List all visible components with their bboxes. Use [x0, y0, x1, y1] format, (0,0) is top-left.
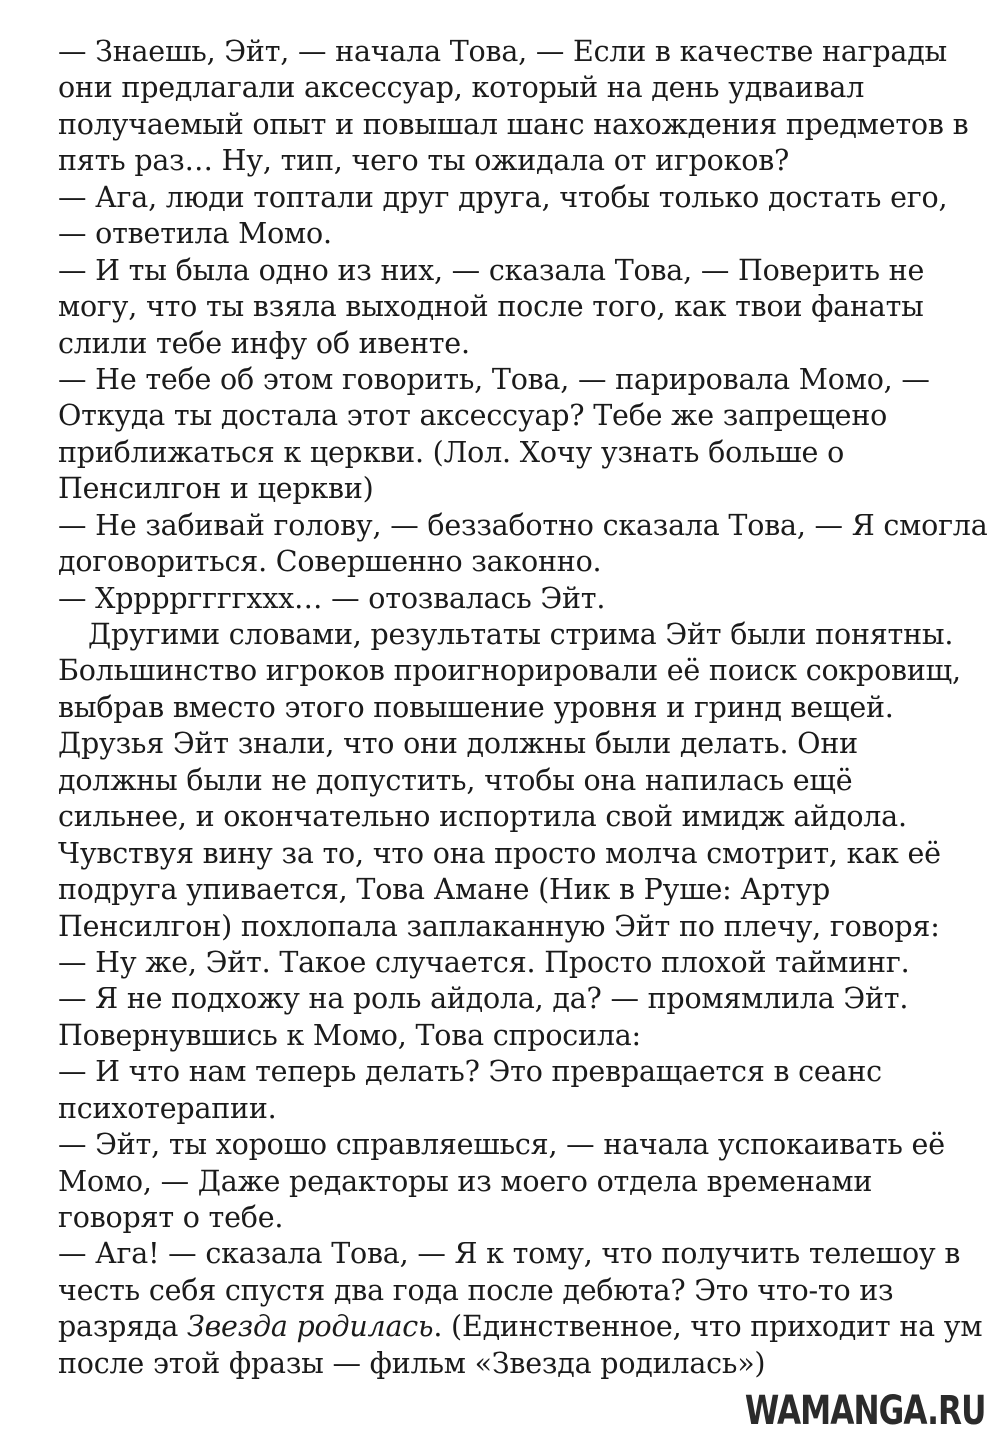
text-fragment: . (Единственное, что приходит на ум	[433, 1310, 983, 1344]
text-line: Пенсилгон и церкви)	[58, 472, 374, 506]
text-line: — Ага! — сказала Това, — Я к тому, что получить телешоу в	[58, 1237, 961, 1271]
text-line: психотерапии.	[58, 1091, 277, 1125]
text-line: договориться. Совершенно законно.	[58, 545, 602, 579]
text-line: сильнее, и окончательно испортила свой имидж айдола.	[58, 800, 907, 834]
text-line: Большинство игроков проигнорировали её поиск сокровищ,	[58, 654, 961, 688]
text-line: Пенсилгон) похлопала заплаканную Эйт по плечу, говоря:	[58, 909, 940, 943]
text-line: — И ты была одно из них, — сказала Това, — Поверить не	[58, 253, 925, 287]
text-line: — Знаешь, Эйт, — начала Това, — Если в качестве награды	[58, 35, 948, 68]
text-line: они предлагали аксессуар, который на день удваивал	[58, 71, 865, 105]
text-line: приближаться к церкви. (Лол. Хочу узнать больше о	[58, 435, 845, 469]
text-line: Повернувшись к Момо, Това спросила:	[58, 1018, 641, 1052]
text-line: — Не забивай голову, — беззаботно сказала Това, — Я смогла	[58, 508, 988, 542]
text-line: пять раз… Ну, тип, чего ты ожидала от игроков?	[58, 144, 790, 178]
text-line: выбрав вместо этого повышение уровня и гринд вещей.	[58, 690, 894, 724]
text-line: Чувствуя вину за то, что она просто молча смотрит, как её	[58, 836, 941, 870]
text-line: — ответила Момо.	[58, 217, 332, 251]
text-line: — Ну же, Эйт. Такое случается. Просто плохой тайминг.	[58, 945, 910, 979]
text-line: — Ага, люди топтали друг друга, чтобы только достать его,	[58, 180, 948, 214]
text-line: Момо, — Даже редакторы из моего отдела временами	[58, 1164, 873, 1198]
text-line: — Эйт, ты хорошо справляешься, — начала успокаивать её	[58, 1128, 945, 1162]
paragraph-start-line: Другими словами, результаты стрима Эйт были понятны.	[88, 618, 954, 651]
text-line: Откуда ты достала этот аксессуар? Тебе же запрещено	[58, 399, 888, 433]
body-text	[58, 34, 988, 1382]
text-line: — И что нам теперь делать? Это превращается в сеанс	[58, 1055, 882, 1089]
text-line-with-title	[58, 1309, 983, 1345]
text-line: — Я не подхожу на роль айдола, да? — промямлила Эйт.	[58, 982, 909, 1016]
text-line: говорят о тебе.	[58, 1201, 284, 1234]
text-line: после этой фразы — фильм «Звезда родилась»)	[58, 1346, 766, 1380]
text-line: должны были не допустить, чтобы она напилась ещё	[58, 763, 853, 797]
text-line: — Не тебе об этом говорить, Това, — парировала Момо, —	[58, 362, 930, 396]
text-line: получаемый опыт и повышал шанс нахождения предметов в	[58, 107, 969, 141]
text-line: — Хррррггггххх… — отозвалась Эйт.	[58, 581, 606, 615]
site-watermark: WAMANGA.RU	[745, 1388, 986, 1434]
text-line: честь себя спустя два года после дебюта? Это что-то из	[58, 1273, 894, 1307]
text-line: могу, что ты взяла выходной после того, как твои фанаты	[58, 290, 924, 324]
text-line: подруга упивается, Това Амане (Ник в Руше: Артур	[58, 873, 831, 907]
text-line: слили тебе инфу об ивенте.	[58, 326, 470, 360]
text-line: Друзья Эйт знали, что они должны были делать. Они	[58, 727, 858, 761]
italic-title: Звезда родилась	[187, 1310, 434, 1344]
text-fragment: разряда	[58, 1310, 188, 1344]
